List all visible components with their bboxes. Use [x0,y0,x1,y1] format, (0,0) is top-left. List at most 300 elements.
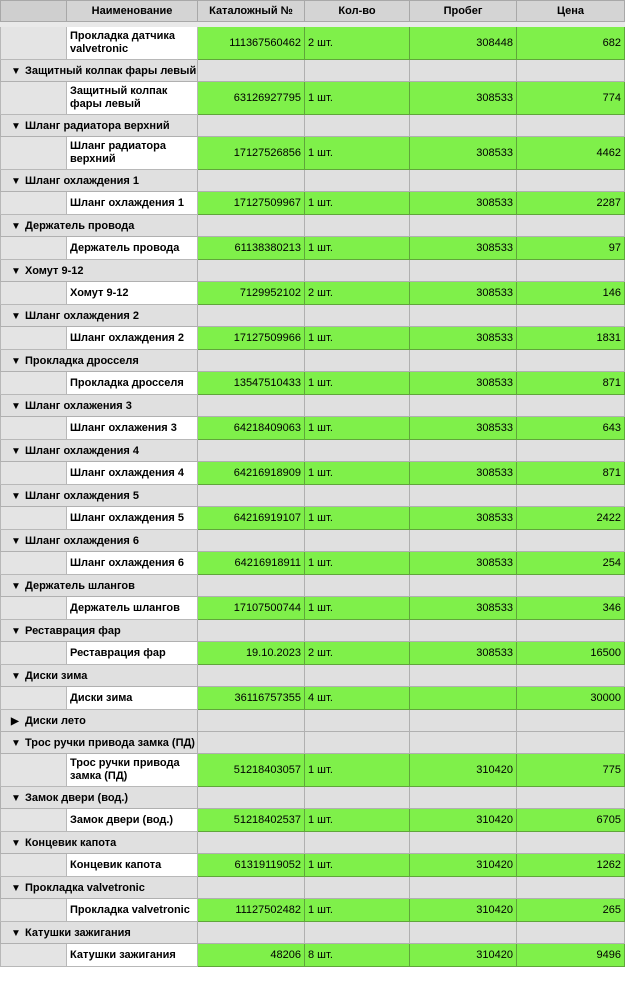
group-header[interactable] [1,732,198,754]
item-catalog[interactable]: 11127502482 [198,899,305,922]
group-row[interactable] [1,922,625,944]
item-catalog[interactable]: 51218402537 [198,809,305,832]
item-mileage[interactable]: 308533 [410,192,517,215]
disclosure-down-icon[interactable]: ▼ [11,355,21,367]
group-cell [198,922,305,944]
item-price[interactable]: 146 [517,282,625,305]
group-cell [517,485,625,507]
group-cell [198,350,305,372]
row-indent [1,137,67,170]
item-price[interactable]: 774 [517,82,625,115]
item-price[interactable]: 775 [517,754,625,787]
item-catalog[interactable]: 13547510433 [198,372,305,395]
group-cell [410,732,517,754]
group-header[interactable] [1,115,198,137]
item-mileage[interactable]: 308533 [410,282,517,305]
group-cell [517,260,625,282]
item-name[interactable]: Диски зима [67,687,198,710]
group-row[interactable] [1,710,625,732]
group-header[interactable] [1,350,198,372]
item-mileage[interactable]: 308448 [410,27,517,60]
item-catalog[interactable]: 17127509967 [198,192,305,215]
group-row[interactable] [1,575,625,597]
table-row[interactable] [1,462,625,485]
group-title: Шланг охлаждения 4 [25,444,140,457]
item-mileage[interactable]: 308533 [410,372,517,395]
group-cell [305,485,410,507]
table-row[interactable] [1,552,625,575]
table-row[interactable] [1,507,625,530]
item-catalog[interactable]: 64218409063 [198,417,305,440]
disclosure-down-icon[interactable]: ▼ [11,65,21,77]
row-indent [1,854,67,877]
table-row[interactable] [1,597,625,620]
disclosure-down-icon[interactable]: ▼ [11,837,21,849]
item-name[interactable]: Шланг радиатора верхний [67,137,198,170]
group-title: Диски лето [25,714,86,727]
item-mileage[interactable]: 308533 [410,462,517,485]
disclosure-down-icon[interactable]: ▼ [11,670,21,682]
item-qty[interactable]: 8 шт. [305,944,410,967]
item-name[interactable]: Прокладка датчика valvetronic [67,27,198,60]
item-price[interactable]: 1831 [517,327,625,350]
group-cell [305,170,410,192]
item-price[interactable]: 9496 [517,944,625,967]
item-catalog[interactable]: 17127509966 [198,327,305,350]
group-cell [517,350,625,372]
table-row[interactable] [1,754,625,787]
group-cell [305,832,410,854]
item-qty[interactable]: 1 шт. [305,192,410,215]
item-qty[interactable]: 1 шт. [305,137,410,170]
item-mileage[interactable]: 308533 [410,552,517,575]
disclosure-down-icon[interactable]: ▼ [11,120,21,132]
group-cell [410,215,517,237]
group-cell [517,60,625,82]
group-cell [517,710,625,732]
group-header[interactable] [1,260,198,282]
row-indent [1,27,67,60]
group-header[interactable] [1,530,198,552]
item-qty[interactable]: 2 шт. [305,642,410,665]
group-row[interactable] [1,395,625,417]
item-name[interactable]: Держатель провода [67,237,198,260]
item-price[interactable]: 643 [517,417,625,440]
header-catalog[interactable]: Каталожный № [198,1,305,22]
group-cell [517,170,625,192]
table-row[interactable] [1,944,625,967]
row-indent [1,597,67,620]
row-indent [1,642,67,665]
group-cell [410,115,517,137]
group-cell [410,710,517,732]
group-cell [198,440,305,462]
group-cell [517,530,625,552]
item-qty[interactable]: 1 шт. [305,809,410,832]
disclosure-down-icon[interactable]: ▼ [11,220,21,232]
header-price[interactable]: Цена [517,1,625,22]
item-name[interactable]: Держатель шлангов [67,597,198,620]
group-header[interactable] [1,485,198,507]
item-catalog[interactable]: 61319119052 [198,854,305,877]
group-cell [198,170,305,192]
item-name[interactable]: Шланг охлажения 3 [67,417,198,440]
item-price[interactable]: 6705 [517,809,625,832]
group-cell [517,395,625,417]
item-mileage[interactable]: 310420 [410,809,517,832]
group-title: Катушки зажигания [25,926,131,939]
item-qty[interactable]: 1 шт. [305,552,410,575]
item-catalog[interactable]: 7129952102 [198,282,305,305]
group-title: Шланг охлажения 3 [25,399,132,412]
item-name[interactable]: Хомут 9-12 [67,282,198,305]
group-cell [305,350,410,372]
group-header[interactable] [1,710,198,732]
group-cell [198,215,305,237]
group-cell [198,260,305,282]
item-catalog[interactable]: 61138380213 [198,237,305,260]
item-qty[interactable]: 2 шт. [305,282,410,305]
item-catalog[interactable]: 36116757355 [198,687,305,710]
group-cell [305,215,410,237]
item-catalog[interactable]: 48206 [198,944,305,967]
item-mileage[interactable]: 308533 [410,507,517,530]
item-qty[interactable]: 1 шт. [305,237,410,260]
row-indent [1,372,67,395]
group-cell [198,575,305,597]
group-title: Хомут 9-12 [25,264,84,277]
item-name[interactable]: Шланг охлаждения 2 [67,327,198,350]
item-name[interactable]: Прокладка дросселя [67,372,198,395]
item-mileage[interactable]: 310420 [410,754,517,787]
table-row[interactable] [1,27,625,60]
item-catalog[interactable]: 64216918909 [198,462,305,485]
group-cell [305,440,410,462]
item-name[interactable]: Шланг охлаждения 1 [67,192,198,215]
disclosure-down-icon[interactable]: ▼ [11,400,21,412]
group-row[interactable] [1,260,625,282]
group-cell [198,60,305,82]
group-title: Реставрация фар [25,624,121,637]
group-row[interactable] [1,877,625,899]
item-name[interactable]: Прокладка valvetronic [67,899,198,922]
group-cell [198,877,305,899]
group-title: Прокладка valvetronic [25,881,145,894]
group-row[interactable] [1,530,625,552]
item-qty[interactable]: 1 шт. [305,462,410,485]
group-row[interactable] [1,350,625,372]
item-mileage[interactable]: 310420 [410,944,517,967]
group-row[interactable] [1,665,625,687]
group-cell [410,485,517,507]
disclosure-down-icon[interactable]: ▼ [11,265,21,277]
item-price[interactable]: 254 [517,552,625,575]
row-indent [1,192,67,215]
group-cell [305,710,410,732]
item-qty[interactable]: 1 шт. [305,854,410,877]
item-catalog[interactable]: 17127526856 [198,137,305,170]
item-mileage[interactable]: 310420 [410,899,517,922]
group-cell [305,665,410,687]
item-price[interactable]: 97 [517,237,625,260]
group-row[interactable] [1,787,625,809]
group-cell [198,620,305,642]
group-cell [198,787,305,809]
item-qty[interactable]: 1 шт. [305,82,410,115]
item-mileage[interactable]: 308533 [410,642,517,665]
group-row[interactable] [1,620,625,642]
group-header[interactable] [1,877,198,899]
row-indent [1,754,67,787]
row-indent [1,327,67,350]
item-catalog[interactable]: 111367560462 [198,27,305,60]
group-cell [517,620,625,642]
item-qty[interactable]: 1 шт. [305,327,410,350]
item-qty[interactable]: 1 шт. [305,899,410,922]
group-cell [305,395,410,417]
group-row[interactable] [1,440,625,462]
group-cell [517,215,625,237]
table-row[interactable] [1,854,625,877]
group-title: Трос ручки привода замка (ПД) [25,736,195,749]
header-mileage[interactable]: Пробег [410,1,517,22]
item-price[interactable]: 16500 [517,642,625,665]
item-qty[interactable]: 2 шт. [305,27,410,60]
group-row[interactable] [1,485,625,507]
group-header[interactable] [1,922,198,944]
group-cell [410,260,517,282]
group-row[interactable] [1,305,625,327]
group-header[interactable] [1,305,198,327]
disclosure-down-icon[interactable]: ▼ [11,580,21,592]
group-title: Шланг охлаждения 1 [25,174,140,187]
item-mileage[interactable]: 308533 [410,237,517,260]
group-cell [410,395,517,417]
table-row[interactable] [1,137,625,170]
group-cell [410,305,517,327]
group-title: Шланг охлаждения 5 [25,489,140,502]
table-row[interactable] [1,809,625,832]
disclosure-down-icon[interactable]: ▼ [11,737,21,749]
group-cell [410,877,517,899]
group-header[interactable] [1,170,198,192]
item-mileage[interactable]: 308533 [410,417,517,440]
group-cell [198,732,305,754]
item-name[interactable]: Реставрация фар [67,642,198,665]
group-cell [305,305,410,327]
group-title: Защитный колпак фары левый [25,64,197,77]
group-title: Шланг радиатора верхний [25,119,170,132]
table-row[interactable] [1,282,625,305]
group-cell [198,530,305,552]
group-cell [305,115,410,137]
table-row[interactable] [1,417,625,440]
disclosure-down-icon[interactable]: ▼ [11,882,21,894]
item-catalog[interactable]: 64216918911 [198,552,305,575]
group-header[interactable] [1,215,198,237]
disclosure-down-icon[interactable]: ▼ [11,445,21,457]
item-mileage[interactable]: 308533 [410,137,517,170]
header-name[interactable]: Наименование [67,1,198,22]
group-header[interactable] [1,832,198,854]
item-name[interactable]: Шланг охлаждения 6 [67,552,198,575]
group-cell [305,877,410,899]
group-cell [517,305,625,327]
item-name[interactable]: Замок двери (вод.) [67,809,198,832]
group-cell [410,440,517,462]
group-cell [410,60,517,82]
item-price[interactable]: 871 [517,462,625,485]
item-price[interactable]: 2287 [517,192,625,215]
group-header[interactable] [1,440,198,462]
item-catalog[interactable]: 51218403057 [198,754,305,787]
disclosure-down-icon[interactable]: ▼ [11,535,21,547]
item-qty[interactable]: 1 шт. [305,372,410,395]
group-cell [517,877,625,899]
group-header[interactable] [1,575,198,597]
group-cell [517,832,625,854]
item-price[interactable]: 682 [517,27,625,60]
group-cell [517,575,625,597]
row-indent [1,687,67,710]
group-cell [198,710,305,732]
item-qty[interactable]: 1 шт. [305,597,410,620]
item-qty[interactable]: 1 шт. [305,417,410,440]
disclosure-down-icon[interactable]: ▼ [11,175,21,187]
group-cell [517,440,625,462]
item-price[interactable]: 4462 [517,137,625,170]
table-row[interactable] [1,372,625,395]
item-catalog[interactable]: 63126927795 [198,82,305,115]
group-row[interactable] [1,832,625,854]
group-row[interactable] [1,215,625,237]
item-mileage[interactable]: 308533 [410,327,517,350]
group-cell [410,530,517,552]
group-cell [410,170,517,192]
item-price[interactable]: 346 [517,597,625,620]
group-header[interactable] [1,665,198,687]
item-price[interactable]: 871 [517,372,625,395]
item-qty[interactable]: 1 шт. [305,507,410,530]
row-indent [1,282,67,305]
group-title: Держатель провода [25,219,135,232]
row-indent [1,809,67,832]
item-price[interactable]: 265 [517,899,625,922]
disclosure-right-icon[interactable]: ▶ [11,715,19,727]
row-indent [1,82,67,115]
group-row[interactable] [1,115,625,137]
group-row[interactable] [1,732,625,754]
header-qty[interactable]: Кол-во [305,1,410,22]
row-indent [1,417,67,440]
table-row[interactable] [1,82,625,115]
item-catalog[interactable]: 17107500744 [198,597,305,620]
group-cell [305,575,410,597]
group-cell [410,832,517,854]
disclosure-down-icon[interactable]: ▼ [11,490,21,502]
group-cell [305,530,410,552]
row-indent [1,552,67,575]
group-cell [305,60,410,82]
item-price[interactable]: 2422 [517,507,625,530]
table-row[interactable] [1,327,625,350]
group-cell [198,305,305,327]
group-header[interactable] [1,60,198,82]
table-row[interactable] [1,237,625,260]
disclosure-down-icon[interactable]: ▼ [11,310,21,322]
disclosure-down-icon[interactable]: ▼ [11,792,21,804]
group-cell [517,922,625,944]
table-row[interactable] [1,687,625,710]
group-cell [305,260,410,282]
group-cell [410,787,517,809]
group-header[interactable] [1,395,198,417]
group-cell [517,787,625,809]
row-indent [1,462,67,485]
header-blank [1,1,67,22]
group-cell [410,922,517,944]
item-catalog[interactable]: 64216919107 [198,507,305,530]
group-cell [198,832,305,854]
item-name[interactable]: Трос ручки привода замка (ПД) [67,754,198,787]
item-name[interactable]: Катушки зажигания [67,944,198,967]
item-mileage[interactable]: 310420 [410,854,517,877]
group-cell [198,395,305,417]
group-cell [305,922,410,944]
item-price[interactable]: 1262 [517,854,625,877]
group-header[interactable] [1,620,198,642]
group-title: Диски зима [25,669,88,682]
item-name[interactable]: Шланг охлаждения 5 [67,507,198,530]
group-cell [305,787,410,809]
row-indent [1,899,67,922]
group-title: Замок двери (вод.) [25,791,129,804]
table-row[interactable] [1,899,625,922]
group-title: Держатель шлангов [25,579,135,592]
group-title: Прокладка дросселя [25,354,139,367]
disclosure-down-icon[interactable]: ▼ [11,625,21,637]
group-cell [198,665,305,687]
group-cell [517,665,625,687]
group-header[interactable] [1,787,198,809]
table-row[interactable] [1,642,625,665]
item-name[interactable]: Концевик капота [67,854,198,877]
row-indent [1,944,67,967]
item-price[interactable]: 30000 [517,687,625,710]
group-title: Шланг охлаждения 2 [25,309,140,322]
header-row [1,1,625,22]
group-row[interactable] [1,170,625,192]
item-name[interactable]: Защитный колпак фары левый [67,82,198,115]
group-title: Концевик капота [25,836,117,849]
item-mileage[interactable] [410,687,517,710]
item-name[interactable]: Шланг охлаждения 4 [67,462,198,485]
group-cell [305,620,410,642]
disclosure-down-icon[interactable]: ▼ [11,927,21,939]
item-mileage[interactable]: 308533 [410,597,517,620]
group-cell [305,732,410,754]
group-cell [198,115,305,137]
item-catalog[interactable]: 19.10.2023 [198,642,305,665]
group-row[interactable] [1,60,625,82]
group-title: Шланг охлаждения 6 [25,534,140,547]
item-qty[interactable]: 4 шт. [305,687,410,710]
table-row[interactable] [1,192,625,215]
item-mileage[interactable]: 308533 [410,82,517,115]
row-indent [1,237,67,260]
item-qty[interactable]: 1 шт. [305,754,410,787]
group-cell [410,665,517,687]
